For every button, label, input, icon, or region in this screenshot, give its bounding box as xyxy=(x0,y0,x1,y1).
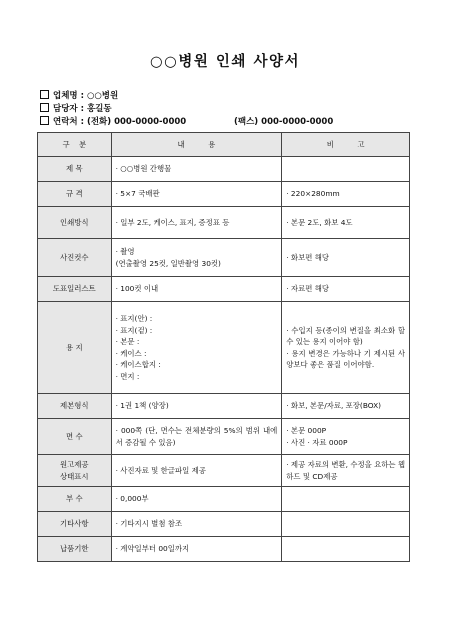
manager-text: 담당자 : 홍길동 xyxy=(53,104,112,114)
row-note-line: · 화보편 해당 xyxy=(286,252,329,262)
row-content-line: · 면지 : xyxy=(115,371,140,381)
row-content xyxy=(111,537,282,562)
table-row xyxy=(38,182,410,207)
row-note-line: · 본문 000P xyxy=(286,426,327,435)
table-row xyxy=(38,512,410,537)
contact-line xyxy=(40,115,334,127)
row-note-line: · 사진 · 자료 000P xyxy=(286,437,348,447)
table-row xyxy=(38,537,410,562)
row-content xyxy=(111,239,282,277)
row-content-line: · 본문 : xyxy=(115,337,140,346)
row-content-line: · 000쪽 (단, 면수는 전체분량의 5%의 범위 내에서 증감될 수 있음) xyxy=(115,426,278,447)
row-label: 원고제공 상태표시 xyxy=(38,455,112,487)
row-content-line: · 케이스 : xyxy=(115,348,147,358)
company-line xyxy=(40,89,118,101)
header-category: 구 분 xyxy=(38,133,112,157)
table-row xyxy=(38,394,410,419)
row-label: 인쇄방식 xyxy=(38,207,112,239)
row-label: 제본형식 xyxy=(38,394,112,419)
header-content: 내 용 xyxy=(111,133,282,157)
row-note xyxy=(282,537,410,562)
row-content-line: · 사진자료 및 한글파일 제공 xyxy=(115,465,206,475)
row-content xyxy=(111,277,282,302)
row-note-line: · 용지 변경은 가능하나 기 제시된 사양보다 좋은 품질 이어야함. xyxy=(286,348,405,369)
document-title: ○○병원 인쇄 사양서 xyxy=(150,53,300,70)
row-content-line: · 표지(안) : xyxy=(115,314,153,323)
row-label: 면 수 xyxy=(38,419,112,455)
contact-text: 연락처 : (전화) 000-0000-0000 xyxy=(53,117,187,127)
row-note xyxy=(282,512,410,537)
row-label: 부 수 xyxy=(38,487,112,512)
row-note xyxy=(282,157,410,182)
row-content xyxy=(111,419,282,455)
checkbox-icon xyxy=(40,103,49,112)
row-label: 도표일러스트 xyxy=(38,277,112,302)
checkbox-icon xyxy=(40,116,49,125)
row-note xyxy=(282,207,410,239)
row-content xyxy=(111,394,282,419)
row-note xyxy=(282,455,410,487)
row-label: 사진컷수 xyxy=(38,239,112,277)
row-note-line: · 220×280mm xyxy=(286,189,340,199)
row-content-line: · 케이스합지 : xyxy=(115,360,161,369)
row-content-line: · 5×7 국배판 xyxy=(115,189,160,199)
table-row xyxy=(38,487,410,512)
table-row xyxy=(38,455,410,487)
row-content xyxy=(111,487,282,512)
row-content-line: · 계약일부터 00일까지 xyxy=(115,544,190,554)
fax-text: (팩스) 000-0000-0000 xyxy=(234,117,334,127)
manager-line xyxy=(40,102,112,114)
row-content-line: · 기타지시 별첨 참조 xyxy=(115,519,183,529)
row-note xyxy=(282,394,410,419)
row-content-line: · 촬영 xyxy=(115,247,135,256)
row-note xyxy=(282,239,410,277)
row-note-line: · 자료편 해당 xyxy=(286,284,329,294)
row-content xyxy=(111,207,282,239)
row-content-line: · 100컷 이내 xyxy=(115,284,159,294)
row-note-line: · 수입지 등(종이의 변질을 최소화 할 수 있는 용지 이어야 함) xyxy=(286,325,405,346)
row-label: 용 지 xyxy=(38,302,112,394)
row-label: 기타사항 xyxy=(38,512,112,537)
row-content-line: · 1권 1책 (양장) xyxy=(115,401,169,411)
row-content xyxy=(111,182,282,207)
row-note xyxy=(282,182,410,207)
table-row xyxy=(38,157,410,182)
row-content-line: · 0,000부 xyxy=(115,494,149,504)
checkbox-icon xyxy=(40,90,49,99)
row-note xyxy=(282,419,410,455)
row-note-line: · 본문 2도, 화보 4도 xyxy=(286,217,353,227)
table-row xyxy=(38,419,410,455)
header-note: 비 고 xyxy=(282,133,410,157)
row-content-line: (연출촬영 25컷, 일반촬영 30컷) xyxy=(115,258,221,268)
row-note xyxy=(282,277,410,302)
row-content-line: · 표지(겉) : xyxy=(115,325,153,335)
row-content xyxy=(111,455,282,487)
row-note xyxy=(282,487,410,512)
row-note xyxy=(282,302,410,394)
company-text: 업체명 : ○○병원 xyxy=(53,91,119,101)
row-content-line: · 일부 2도, 케이스, 표지, 증정표 등 xyxy=(115,217,230,227)
table-header-row xyxy=(38,133,410,157)
table-row xyxy=(38,207,410,239)
row-content-line: · ○○병원 간행물 xyxy=(115,164,172,174)
row-content xyxy=(111,512,282,537)
row-label: 규 격 xyxy=(38,182,112,207)
row-note-line: · 화보, 본문/자료, 포장(BOX) xyxy=(286,401,382,411)
table-row xyxy=(38,302,410,394)
row-label: 납품기한 xyxy=(38,537,112,562)
spec-table xyxy=(37,132,410,562)
row-content xyxy=(111,302,282,394)
table-row xyxy=(38,239,410,277)
table-row xyxy=(38,277,410,302)
row-content xyxy=(111,157,282,182)
row-label: 제 목 xyxy=(38,157,112,182)
row-note-line: · 제공 자료의 변환, 수정을 요하는 웹하드 및 CD제공 xyxy=(286,460,405,481)
